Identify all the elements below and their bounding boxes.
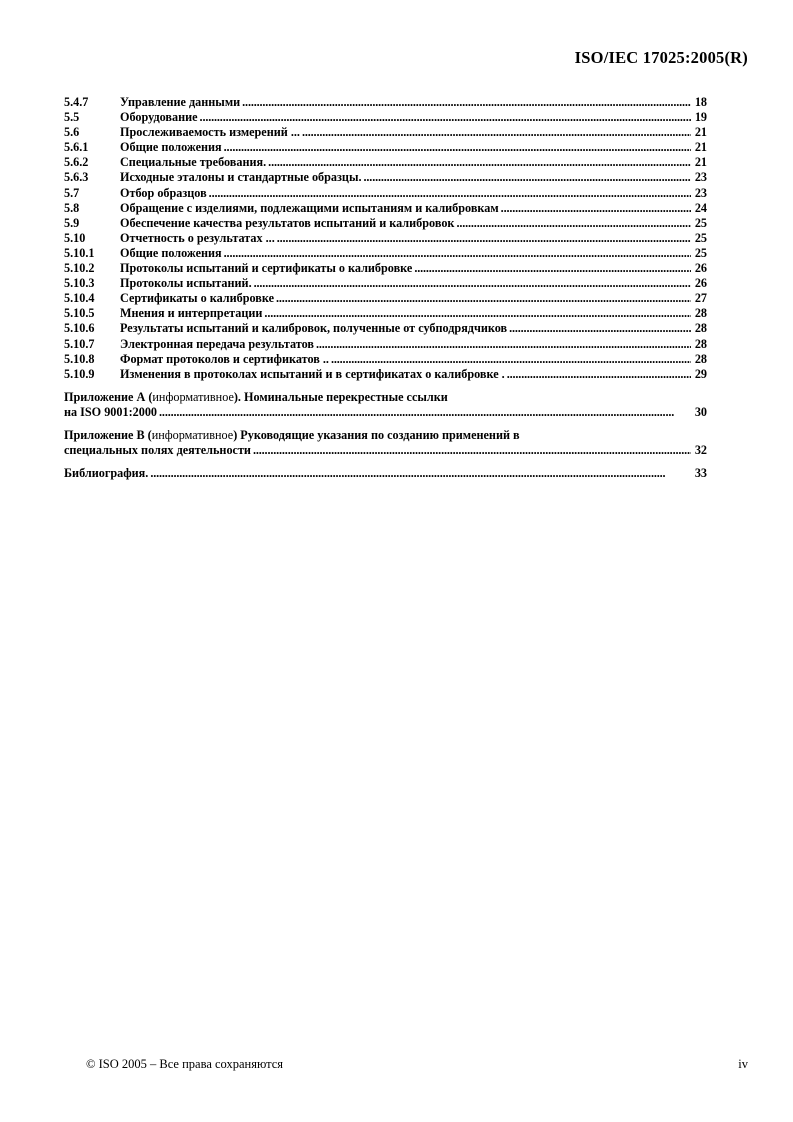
toc-entry-number: 5.10.9 xyxy=(64,366,95,381)
toc-entry-title: Обеспечение качества результатов испытаний и калибровок xyxy=(120,215,455,230)
toc-entry-title: Сертификаты о калибровке xyxy=(120,291,275,306)
toc-entry-number: 5.4.7 xyxy=(64,95,89,109)
toc-entry-number: 5.10.2 xyxy=(64,261,95,276)
appendix-b-type: информативное xyxy=(151,427,234,442)
dot-leader xyxy=(224,246,691,261)
copyright-notice: © ISO 2005 – Все права сохраняются xyxy=(86,1057,284,1071)
toc-entry-page: 25 xyxy=(694,215,707,230)
toc-entry-number: 5.10.7 xyxy=(64,336,95,351)
toc-entry-page: 28 xyxy=(694,351,707,366)
toc-entry-number: 5.9 xyxy=(64,215,80,230)
toc-appendix-b[interactable] xyxy=(64,428,707,458)
dot-leader xyxy=(253,443,691,458)
toc-entry-title: Формат протоколов и сертификатов .. xyxy=(120,351,329,366)
dot-leader xyxy=(242,95,691,110)
toc-entry[interactable] xyxy=(64,231,707,246)
toc-entry-title: Изменения в протоколах испытаний и в сертификатах о калибровке . xyxy=(120,366,505,381)
toc-entry-number: 5.6.1 xyxy=(64,140,89,155)
toc-entry-page: 23 xyxy=(694,170,707,185)
dot-leader xyxy=(509,321,691,336)
toc-entry-title: Общие положения xyxy=(120,140,222,155)
table-of-contents xyxy=(64,95,707,481)
toc-entry-title: Исходные эталоны и стандартные образцы. xyxy=(120,170,362,185)
toc-entry-number: 5.10.3 xyxy=(64,276,95,291)
toc-entry[interactable] xyxy=(64,95,707,110)
appendix-a-title-cont: на ISO 9001:2000 xyxy=(64,404,158,419)
toc-entry-number: 5.10.4 xyxy=(64,291,95,306)
toc-entry[interactable] xyxy=(64,125,707,140)
toc-entry-number: 5.10.1 xyxy=(64,245,95,260)
appendix-b-page: 32 xyxy=(694,443,707,458)
toc-entry-title: Управление данными xyxy=(120,95,241,109)
bibliography-page: 33 xyxy=(694,466,707,481)
toc-entry-page: 21 xyxy=(694,140,707,155)
toc-entry-page: 21 xyxy=(694,125,707,140)
toc-entry-title: Результаты испытаний и калибровок, полученные от субподрядчиков xyxy=(120,321,508,336)
toc-entry[interactable] xyxy=(64,201,707,216)
toc-entry-page: 28 xyxy=(694,306,707,321)
dot-leader xyxy=(364,170,691,185)
dot-leader xyxy=(507,367,691,382)
toc-entry-number: 5.6.3 xyxy=(64,170,89,185)
toc-entry[interactable] xyxy=(64,321,707,336)
toc-entry[interactable] xyxy=(64,276,707,291)
dot-leader xyxy=(264,306,691,321)
toc-entry-page: 24 xyxy=(694,200,707,215)
toc-entry-title: Прослеживаемость измерений ... xyxy=(120,125,300,140)
toc-entry[interactable] xyxy=(64,170,707,185)
dot-leader xyxy=(277,231,691,246)
appendix-a-prefix: Приложение А ( xyxy=(64,389,153,404)
page-number: iv xyxy=(738,1057,748,1071)
toc-entry-title: Отчетность о результатах ... xyxy=(120,230,275,245)
toc-entry-title: Протоколы испытаний. xyxy=(120,276,252,291)
toc-entry[interactable] xyxy=(64,291,707,306)
toc-entry[interactable] xyxy=(64,337,707,352)
toc-entry-number: 5.10.8 xyxy=(64,351,95,366)
dot-leader xyxy=(276,291,691,306)
dot-leader xyxy=(254,276,691,291)
dot-leader xyxy=(200,110,691,125)
appendix-a-page: 30 xyxy=(694,404,707,419)
bibliography-title: Библиография. xyxy=(64,466,149,481)
dot-leader xyxy=(456,216,691,231)
toc-entry[interactable] xyxy=(64,110,707,125)
appendix-b-title: ) Руководящие указания по созданию применений в xyxy=(233,427,520,442)
toc-entry[interactable] xyxy=(64,140,707,155)
toc-entry-page: 28 xyxy=(694,321,707,336)
toc-entry-title: Мнения и интерпретации xyxy=(120,306,263,321)
toc-entry-page: 26 xyxy=(694,261,707,276)
toc-entry-page: 25 xyxy=(694,230,707,245)
dot-leader xyxy=(331,352,691,367)
toc-appendix-a[interactable] xyxy=(64,390,707,420)
dot-leader xyxy=(414,261,691,276)
appendix-a-type: информативное xyxy=(152,389,234,404)
toc-entry-number: 5.7 xyxy=(64,185,80,200)
toc-entry-title: Отбор образцов xyxy=(120,185,207,200)
dot-leader xyxy=(316,337,691,352)
toc-entry-page: 27 xyxy=(694,291,707,306)
dot-leader xyxy=(150,466,691,481)
dot-leader xyxy=(224,140,691,155)
toc-entry-page: 26 xyxy=(694,276,707,291)
toc-entries xyxy=(64,95,707,382)
toc-entry-number: 5.6.2 xyxy=(64,155,89,170)
toc-entry-page: 29 xyxy=(694,366,707,381)
toc-entry[interactable] xyxy=(64,367,707,382)
toc-bibliography[interactable] xyxy=(64,466,707,481)
dot-leader xyxy=(501,201,691,216)
dot-leader xyxy=(302,125,691,140)
toc-entry-title: Обращение с изделиями, подлежащими испытаниям и калибровкам xyxy=(120,200,499,215)
dot-leader xyxy=(268,155,691,170)
toc-entry-page: 19 xyxy=(694,110,707,125)
toc-entry[interactable] xyxy=(64,306,707,321)
dot-leader xyxy=(209,186,691,201)
toc-entry-title: Специальные требования. xyxy=(120,155,267,170)
toc-entry-title: Протоколы испытаний и сертификаты о калибровке xyxy=(120,261,413,276)
toc-entry-number: 5.10.5 xyxy=(64,306,95,321)
toc-entry[interactable] xyxy=(64,246,707,261)
document-code: ISO/IEC 17025:2005(R) xyxy=(574,48,748,67)
toc-entry-number: 5.5 xyxy=(64,110,80,125)
toc-entry[interactable] xyxy=(64,261,707,276)
toc-entry-number: 5.8 xyxy=(64,200,80,215)
toc-entry[interactable] xyxy=(64,352,707,367)
toc-entry-page: 21 xyxy=(694,155,707,170)
toc-entry[interactable] xyxy=(64,155,707,170)
toc-entry[interactable] xyxy=(64,186,707,201)
toc-entry-page: 25 xyxy=(694,245,707,260)
appendix-b-prefix: Приложение В ( xyxy=(64,427,152,442)
toc-entry-title: Электронная передача результатов xyxy=(120,336,314,351)
toc-entry-page: 18 xyxy=(694,95,707,109)
appendix-a-title: ). Номинальные перекрестные ссылки xyxy=(233,389,448,404)
appendix-b-title-cont: специальных полях деятельности xyxy=(64,443,251,458)
toc-entry-number: 5.10 xyxy=(64,230,86,245)
dot-leader xyxy=(159,405,691,420)
toc-entry-title: Оборудование xyxy=(120,110,198,125)
toc-entry-title: Общие положения xyxy=(120,245,222,260)
toc-entry-page: 28 xyxy=(694,336,707,351)
toc-entry-page: 23 xyxy=(694,185,707,200)
toc-entry[interactable] xyxy=(64,216,707,231)
toc-entry-number: 5.10.6 xyxy=(64,321,95,336)
toc-entry-number: 5.6 xyxy=(64,125,80,140)
